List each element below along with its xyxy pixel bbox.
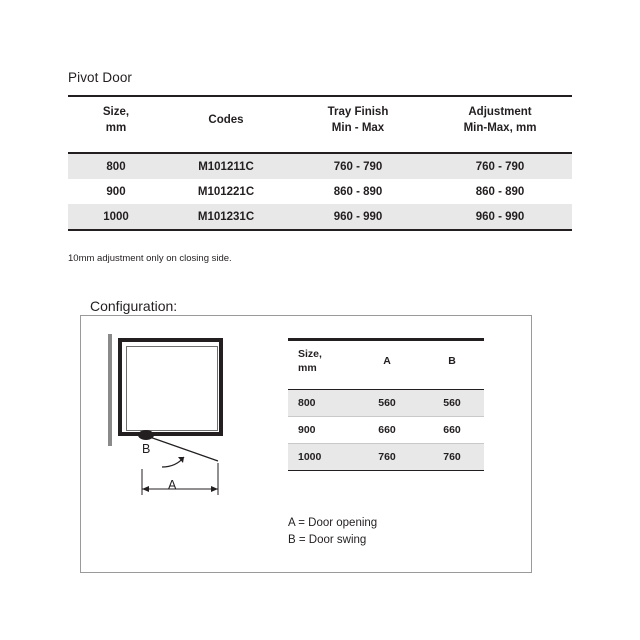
spec-cell-size: 900	[106, 185, 126, 198]
cfg-cell-b: 560	[420, 390, 484, 417]
spec-note: 10mm adjustment only on closing side.	[68, 253, 232, 264]
spec-header-adjust-line2: Min-Max, mm	[463, 121, 537, 134]
legend-item-a: A = Door opening	[288, 517, 378, 529]
spec-cell-code: M101221C	[197, 185, 255, 198]
cfg-cell-size: 900	[288, 417, 354, 444]
spec-header-size-line2: mm	[105, 121, 127, 134]
spec-header-tray-line2: Min - Max	[331, 121, 385, 134]
table-row	[288, 417, 484, 444]
spec-header-size-line1: Size,	[102, 106, 130, 118]
table-row	[288, 444, 484, 471]
diagram-label-a: A	[168, 478, 177, 492]
spec-cell-adjust: 960 - 990	[428, 204, 572, 230]
cfg-cell-a: 660	[354, 417, 420, 444]
spec-cell-code: M101231C	[164, 204, 288, 230]
spec-header-adjust-line1: Adjustment	[468, 106, 532, 118]
spec-header-codes-line1: Codes	[208, 113, 244, 126]
spec-cell-tray: 760 - 790	[288, 153, 428, 179]
table-row	[68, 153, 572, 179]
cfg-header-size-line1: Size,	[298, 348, 322, 360]
door-plan-diagram	[100, 338, 280, 508]
spec-cell-code: M101211C	[164, 153, 288, 179]
spec-table-header-row	[68, 96, 572, 153]
table-row	[288, 390, 484, 417]
configuration-legend	[288, 515, 377, 550]
configuration-header-row	[288, 340, 484, 390]
table-row	[68, 179, 572, 204]
spec-cell-adjust: 860 - 890	[475, 185, 525, 198]
cfg-header-size	[288, 340, 354, 390]
diagram-label-b: B	[142, 442, 151, 456]
configuration-title: Configuration:	[88, 298, 183, 314]
cfg-header-size-line2: mm	[298, 362, 317, 375]
spec-title: Pivot Door	[68, 70, 133, 85]
cfg-cell-b: 660	[420, 417, 484, 444]
spec-table	[68, 95, 572, 231]
cfg-cell-size: 1000	[288, 444, 354, 471]
spec-header-tray-finish	[288, 96, 428, 153]
cfg-header-b-line1: B	[448, 355, 456, 368]
swing-arrow-icon	[100, 423, 280, 508]
cfg-cell-b: 760	[420, 444, 484, 471]
cfg-cell-a: 760	[354, 444, 420, 471]
spec-cell-tray: 860 - 890	[333, 185, 383, 198]
cfg-header-a	[354, 340, 420, 390]
table-row	[68, 204, 572, 230]
configuration-table	[288, 338, 484, 471]
cfg-header-a-line1: A	[383, 355, 391, 368]
cfg-cell-a: 560	[354, 390, 420, 417]
spec-cell-size: 1000	[68, 204, 164, 230]
spec-header-tray-line1: Tray Finish	[327, 106, 389, 118]
spec-header-size	[68, 96, 164, 153]
shower-tray-outline	[126, 346, 218, 431]
spec-header-adjustment	[428, 96, 572, 153]
cfg-header-b	[420, 340, 484, 390]
spec-cell-size: 800	[68, 153, 164, 179]
spec-cell-tray: 960 - 990	[288, 204, 428, 230]
spec-cell-adjust: 760 - 790	[428, 153, 572, 179]
spec-header-codes	[164, 96, 288, 153]
legend-item-b: B = Door swing	[288, 534, 367, 547]
cfg-cell-size: 800	[288, 390, 354, 417]
